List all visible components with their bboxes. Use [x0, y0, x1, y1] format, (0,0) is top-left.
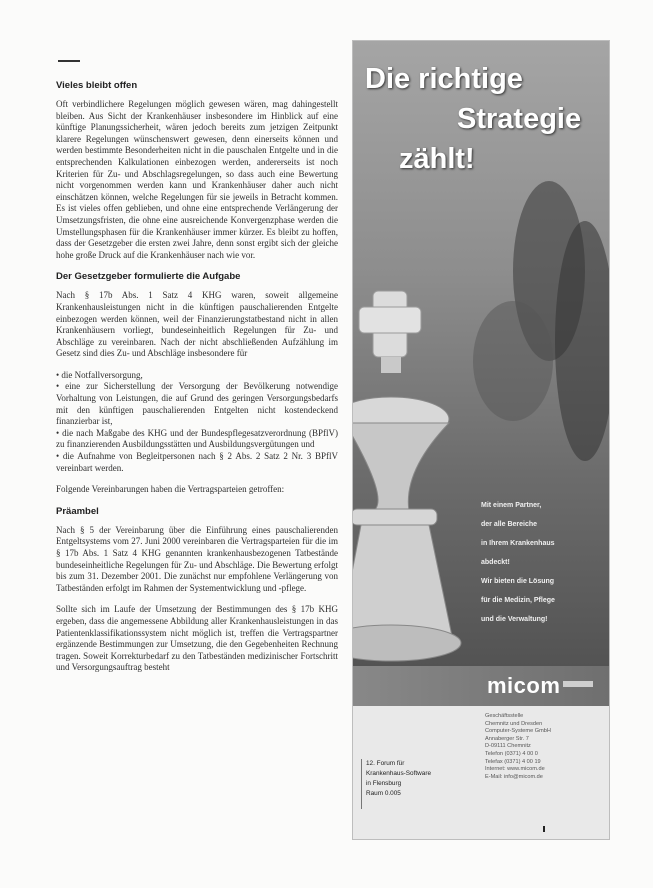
logo-tag: [563, 681, 593, 687]
ad-claim-line: Wir bieten die Lösung: [481, 578, 555, 585]
bullet-list: [56, 370, 338, 474]
paragraph: Nach § 17b Abs. 1 Satz 4 KHG waren, soweit allgemeine Krankenhausleistungen nicht in die künftigen pauschalierenden Entgelte einbezogen werden können, weil der Finanzierungstatbestand nicht in allen Krankenhäusern vorliegt, bundeseinheitlich Regelungen für Zu- und Abschläge zu vereinbaren. Nach der nicht abschließenden Aufzählung im Gesetz sind dies Zu- und Abschläge insbesondere für: [56, 290, 338, 359]
list-item: • die nach Maßgabe des KHG und der Bundespflegesatzverordnung (BPflV) zu finanzierenden Ausbildungsstätten und Ausbildungsvergütungen und: [56, 427, 338, 450]
forum-line: Krankenhaus-Software: [366, 770, 432, 777]
list-item: • die Aufnahme von Begleitpersonen nach § 2 Abs. 2 Satz 2 Nr. 3 BPflV vereinbart werden.: [56, 451, 338, 473]
paragraph: Oft verbindlichere Regelungen möglich gewesen wären, mag dahingestellt bleiben. Aus Sicht der Krankenhäuser insbesondere im Hinblick auf eine künftige Planungssicherheit, wären jedoch bereits zum jetzigen Zeitpunkt klarere Regelungen wünschenswert gewesen, denn einerseits können und werden bestimmte Besonderheiten nicht in die pauschalen Entgelte und in die entsprechenden Kalkulationen einbezogen werden, andererseits ist noch Kriterien für Zu- und Abschlagsregelungen, so dass auch eine Bewertung nicht vorgenommen werden kann und Krankenhäuser daher auch nicht einschätzen können, welche Regelungen für sie jeweils in Betracht kommen. Es ist vieles offen geblieben, und ohne eine entsprechende Verlängerung der Umsetzungsfristen, die ohne eine ausreichende Konvergenzphase werden die Umstellungsphasen für die Krankenhäuser immer kürzer. Es bleibt zu hoffen, dass der Gesetzgeber die ersten zwei Jahre, denn sonst ergibt sich der gleiche hohe große Druck auf die Krankenhäuser nach wie vor.: [56, 99, 338, 260]
forum-line: in Flensburg: [366, 780, 402, 787]
section-heading: Präambel: [56, 505, 99, 517]
contact-line: E-Mail: info@micom.de: [485, 773, 543, 780]
ad-claim-line: abdeckt!: [481, 559, 510, 566]
contact-block: [485, 713, 605, 781]
contact-line: Internet: www.micom.de: [485, 766, 545, 773]
ad-claim-line: und die Verwaltung!: [481, 616, 548, 623]
advertisement[interactable]: [352, 40, 610, 840]
ad-headline: Die richtige: [365, 63, 523, 95]
contact-line: Telefon (0371) 4 00 0: [485, 750, 538, 757]
ad-claim-line: der alle Bereiche: [481, 521, 538, 528]
contact-line: Geschäftsstelle: [485, 713, 524, 719]
contact-line: D-09111 Chemnitz: [485, 743, 531, 750]
list-item: • eine zur Sicherstellung der Versorgung der Bevölkerung notwendige Vorhaltung von Leistungen, die auf Grund des geringen Versorgungsbedarfs mit den künftigen pauschalierenden Entgelten nicht kostendeckend finanzierbar ist,: [56, 381, 338, 427]
page-mark: [543, 826, 545, 832]
page-header-rule: [58, 60, 80, 62]
forum-line: 12. Forum für: [366, 760, 405, 767]
contact-line: Telefax (0371) 4 00 19: [485, 758, 541, 765]
ad-claim-line: in Ihrem Krankenhaus: [481, 540, 555, 547]
list-item: • die Notfallversorgung,: [56, 369, 143, 380]
company-logo: micom: [487, 673, 561, 698]
forum-info: [361, 759, 474, 809]
contact-line: Annaberger Str. 7: [485, 735, 529, 742]
forum-line: Raum 0.005: [366, 790, 401, 797]
section-heading: Vieles bleibt offen: [56, 80, 138, 91]
ad-claim-line: Mit einem Partner,: [481, 502, 542, 509]
contact-line: Computer-Systeme GmbH: [485, 728, 551, 735]
ad-claim-line: für die Medizin, Pflege: [481, 597, 555, 604]
paragraph: Folgende Vereinbarungen haben die Vertragsparteien getroffen:: [56, 484, 285, 495]
ad-headline: Strategie: [457, 103, 582, 135]
paragraph: Nach § 5 der Vereinbarung über die Einführung eines pauschalierenden Entgeltsystems vom 27. Juni 2000 vereinbaren die Vertragsparteien für die im § 17b Abs. 1 Satz 4 KHG genannten krankenhausbezogenen Tatbestände bundeseinheitliche Regelungen für Zu- und Abschläge. Die Bewertung erfolgt bis zum 31. Dezember 2001. Die zunächst nur empfohlene Verlängerung von Tatbeständen erfolgt im Rahmen der Systementwicklung und -pflege.: [56, 524, 338, 593]
ad-headline: zählt!: [399, 143, 475, 175]
contact-line: Chemnitz und Dresden: [485, 720, 543, 727]
ad-claim: [481, 496, 603, 629]
section-heading: Der Gesetzgeber formulierte die Aufgabe: [56, 271, 241, 283]
article-column: [56, 80, 338, 684]
paragraph: Sollte sich im Laufe der Umsetzung der Bestimmungen des § 17b KHG ergeben, dass die angemessene Abbildung aller Krankenhausleistungen in das Patientenklassifikationssystem nicht möglich ist, treffen die Vertragspartner ergänzende Bestimmungen zur Umsetzung, die den Gegebenheiten Rechnung tragen. Soweit Korrekturbedarf zu den Tatbeständen medizinischer Fortschritt und Versorgungsauftrag besteht: [56, 604, 338, 673]
